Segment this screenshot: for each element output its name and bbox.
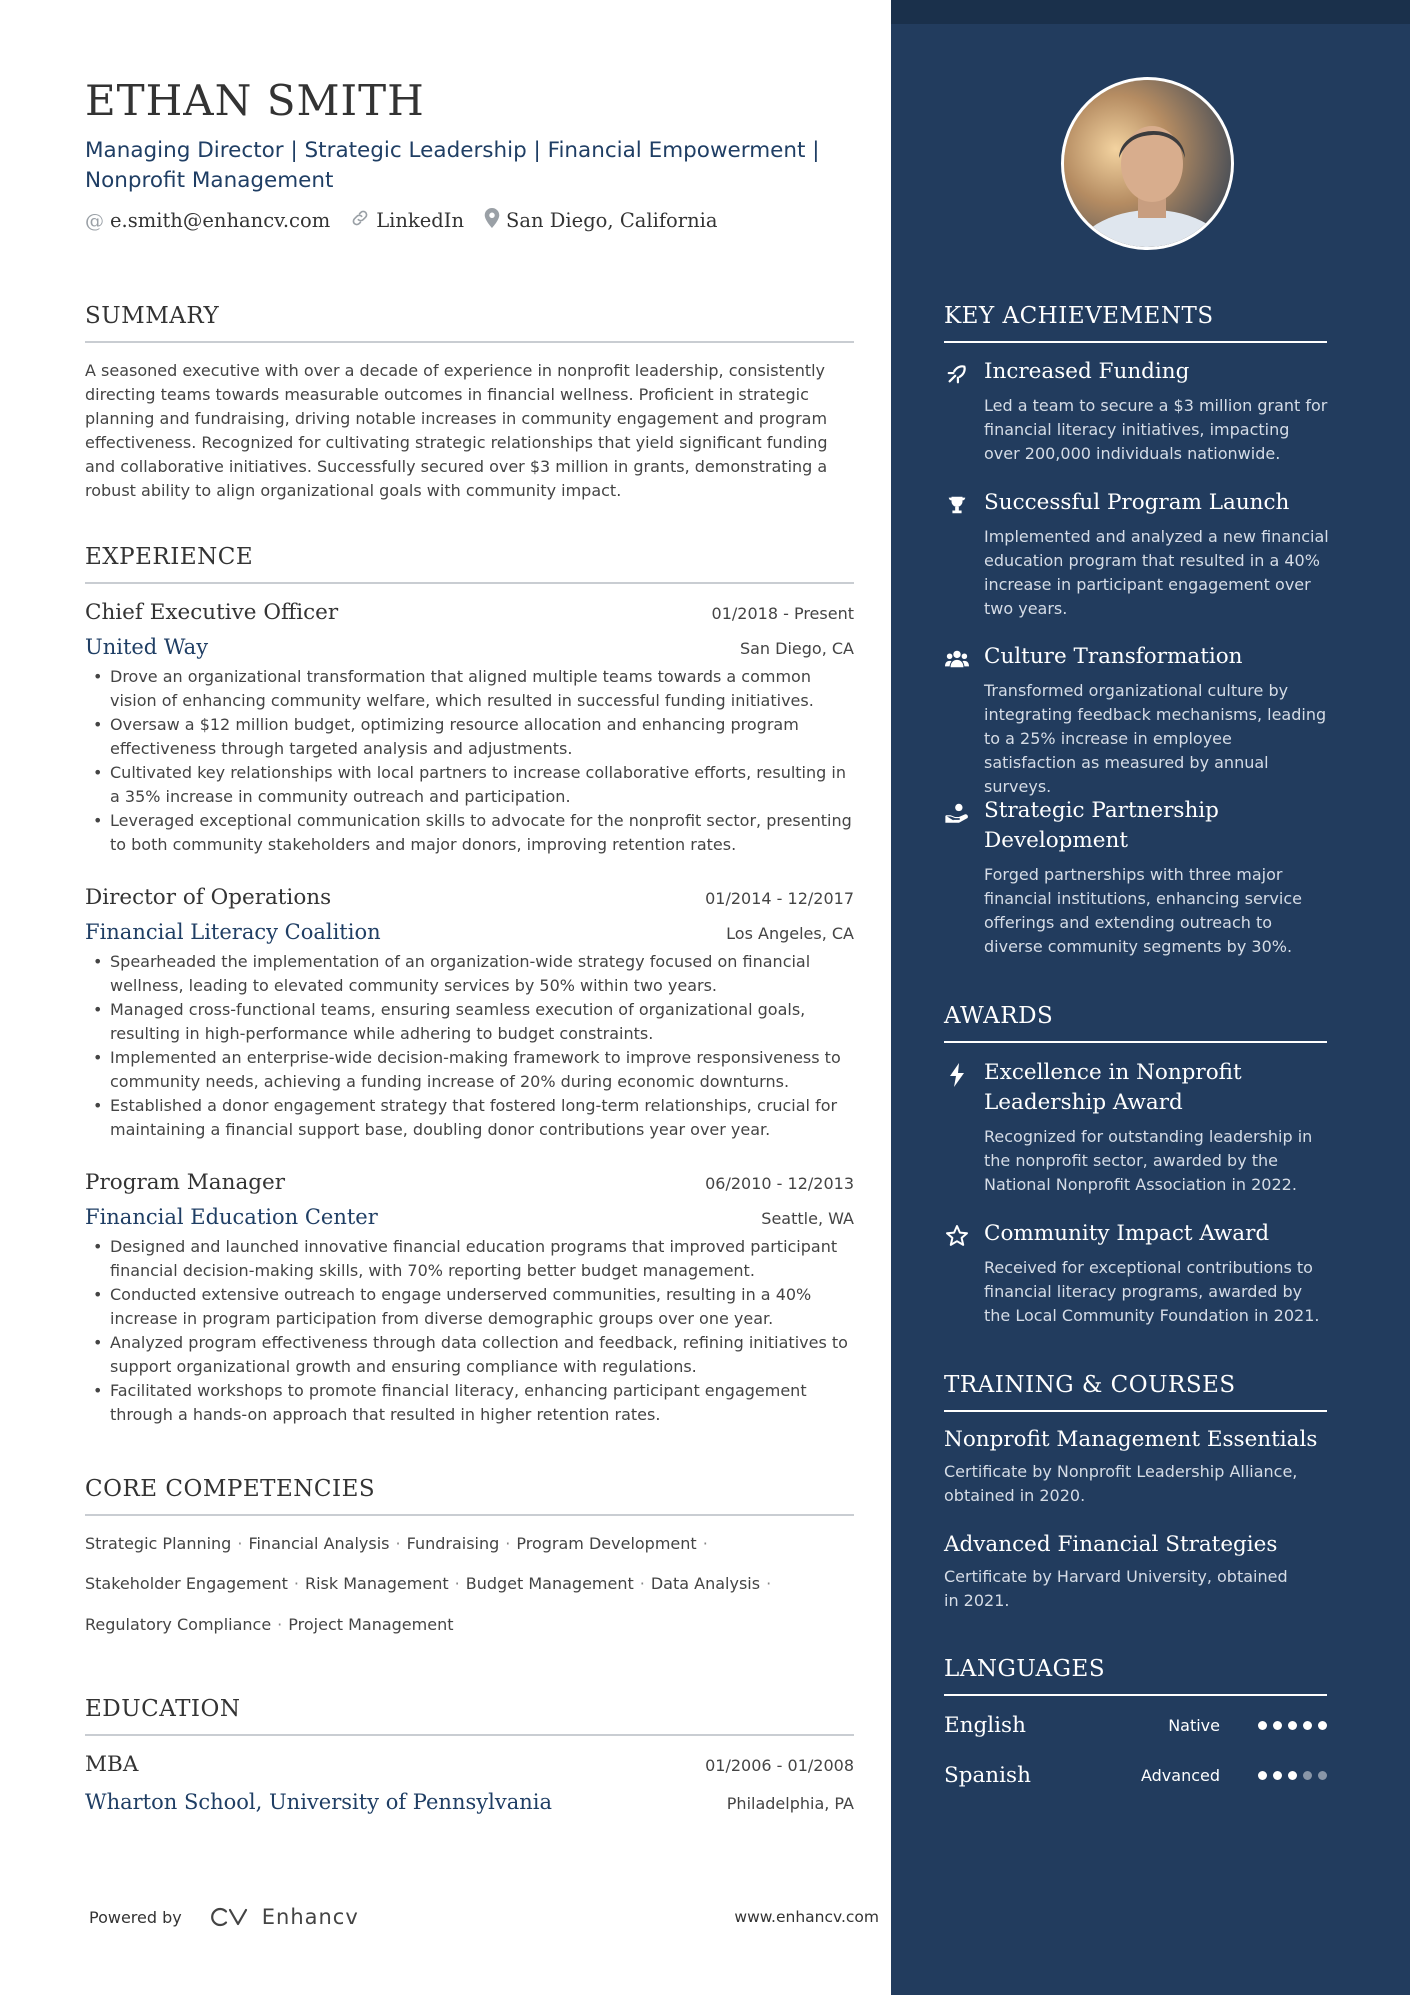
at-icon: @ bbox=[85, 209, 104, 232]
job-bullet: • Analyzed program effectiveness through data collection and feedback, refining initiatives to support organizational growth and ensuring compliance with regulations. bbox=[85, 1331, 854, 1379]
language-level: Native bbox=[1168, 1716, 1220, 1735]
education-location: Philadelphia, PA bbox=[726, 1794, 854, 1813]
job-bullets bbox=[85, 665, 854, 857]
job-entry bbox=[85, 1170, 854, 1427]
achievement-title: Successful Program Launch bbox=[984, 490, 1290, 515]
education-school-row bbox=[85, 1790, 854, 1814]
job-bullet: • Managed cross-functional teams, ensuring seamless execution of organizational goals, resulting in high-performance while adhering to budget constraints. bbox=[85, 998, 854, 1046]
location-text: San Diego, California bbox=[506, 209, 718, 232]
job-bullet: • Designed and launched innovative financial education programs that improved participant financial decision-making skills, with 70% reporting better budget management. bbox=[85, 1235, 854, 1283]
enhancv-logo-text: Enhancv bbox=[261, 1905, 359, 1929]
language-level: Advanced bbox=[1140, 1766, 1220, 1785]
competency-tag: Data Analysis bbox=[650, 1574, 761, 1593]
hand-holding-icon bbox=[944, 800, 970, 826]
job-company: Financial Literacy Coalition bbox=[85, 920, 381, 944]
education-heading: EDUCATION bbox=[85, 1696, 854, 1736]
rating-dot-filled bbox=[1303, 1721, 1312, 1730]
job-date: 06/2010 - 12/2013 bbox=[705, 1174, 854, 1193]
competency-separator: · bbox=[639, 1574, 645, 1593]
job-bullet: • Established a donor engagement strategy that fostered long-term relationships, crucial for maintaining a financial support base, doubling donor contributions year over year. bbox=[85, 1094, 854, 1142]
rating-dot-empty bbox=[1303, 1771, 1312, 1780]
link-icon bbox=[350, 208, 370, 233]
linkedin-text: LinkedIn bbox=[376, 209, 465, 232]
job-bullets bbox=[85, 950, 854, 1142]
language-name: Spanish bbox=[944, 1763, 1031, 1788]
job-date: 01/2014 - 12/2017 bbox=[705, 889, 854, 908]
sidebar-top-strip bbox=[891, 0, 1410, 24]
language-rating bbox=[1252, 1771, 1327, 1780]
course-title: Nonprofit Management Essentials bbox=[944, 1427, 1318, 1452]
education-degree-row bbox=[85, 1752, 854, 1777]
rating-dot-filled bbox=[1258, 1721, 1267, 1730]
job-bullet: • Spearheaded the implementation of an organization-wide strategy focused on financial wellness, leading to elevated community services by 50% within two years. bbox=[85, 950, 854, 998]
job-bullets bbox=[85, 1235, 854, 1427]
powered-by-text: Powered by bbox=[89, 1907, 182, 1927]
job-company: United Way bbox=[85, 635, 209, 659]
job-location: San Diego, CA bbox=[739, 639, 854, 658]
job-company: Financial Education Center bbox=[85, 1205, 378, 1229]
rating-dot-filled bbox=[1318, 1721, 1327, 1730]
job-bullet: • Leveraged exceptional communication skills to advocate for the nonprofit sector, presenting to both community stakeholders and major donors, improving retention rates. bbox=[85, 809, 854, 857]
competency-tag: Fundraising bbox=[406, 1534, 500, 1553]
experience-heading: EXPERIENCE bbox=[85, 544, 854, 584]
course-desc: Certificate by Nonprofit Leadership Alliance, obtained in 2020. bbox=[944, 1462, 1298, 1505]
contact-location bbox=[484, 208, 718, 233]
competency-separator: · bbox=[293, 1574, 299, 1593]
achievement-desc: Implemented and analyzed a new financial education program that resulted in a 40% increase in participant engagement over two years. bbox=[984, 527, 1329, 618]
competency-line bbox=[85, 1534, 714, 1553]
rating-dot-filled bbox=[1273, 1721, 1282, 1730]
contact-email[interactable] bbox=[85, 209, 330, 232]
language-row bbox=[944, 1713, 1327, 1738]
competency-separator: · bbox=[454, 1574, 460, 1593]
language-row bbox=[944, 1763, 1327, 1788]
achievements-heading: KEY ACHIEVEMENTS bbox=[944, 303, 1327, 343]
achievement-title: Strategic Partnership Development bbox=[984, 798, 1219, 853]
rating-dot-filled bbox=[1258, 1771, 1267, 1780]
languages-heading: LANGUAGES bbox=[944, 1656, 1327, 1696]
achievement-desc: Forged partnerships with three major financial institutions, enhancing service offerings and extending outreach to diverse community segments by 30%. bbox=[984, 865, 1302, 956]
competencies-heading: CORE COMPETENCIES bbox=[85, 1476, 854, 1516]
award-desc: Recognized for outstanding leadership in the nonprofit sector, awarded by the National Nonprofit Association in 2022. bbox=[984, 1127, 1313, 1194]
competency-line bbox=[85, 1574, 777, 1593]
job-title: Chief Executive Officer bbox=[85, 600, 339, 625]
rating-dot-filled bbox=[1288, 1771, 1297, 1780]
summary-text: A seasoned executive with over a decade of experience in nonprofit leadership, consistently directing teams towards measurable outcomes in financial wellness. Proficient in strategic planning and fundraising, driving notable increases in community engagement and program effectiveness. Recognized for cultivating strategic relationships that yield significant funding and collaborative initiatives. Successfully secured over $3 million in grants, demonstrating a robust ability to align organizational goals with community impact. bbox=[85, 361, 828, 500]
job-bullet: • Facilitated workshops to promote financial literacy, enhancing participant engagement through a hands-on approach that resulted in higher retention rates. bbox=[85, 1379, 854, 1427]
competency-separator: · bbox=[766, 1574, 772, 1593]
competency-tag: Stakeholder Engagement bbox=[85, 1574, 288, 1593]
star-icon bbox=[944, 1223, 970, 1249]
course-item bbox=[944, 1427, 1344, 1508]
language-name: English bbox=[944, 1713, 1026, 1738]
job-bullet: • Oversaw a $12 million budget, optimizing resource allocation and enhancing program effectiveness through targeted analysis and adjustments. bbox=[85, 713, 854, 761]
competency-tag: Program Development bbox=[516, 1534, 697, 1553]
achievement-item bbox=[944, 796, 1344, 959]
email-text: e.smith@enhancv.com bbox=[110, 209, 331, 232]
award-desc: Received for exceptional contributions to financial literacy programs, awarded by the Local Community Foundation in 2021. bbox=[984, 1258, 1320, 1325]
sidebar bbox=[891, 0, 1410, 1995]
contact-bar bbox=[85, 208, 738, 233]
job-entry bbox=[85, 885, 854, 1142]
language-rating bbox=[1252, 1721, 1327, 1730]
job-date: 01/2018 - Present bbox=[711, 604, 854, 623]
training-heading: TRAINING & COURSES bbox=[944, 1372, 1327, 1412]
candidate-name: ETHAN SMITH bbox=[85, 76, 425, 125]
competency-separator: · bbox=[505, 1534, 511, 1553]
competency-separator: · bbox=[702, 1534, 708, 1553]
job-bullet: • Cultivated key relationships with local partners to increase collaborative efforts, resulting in a 35% increase in community outreach and participation. bbox=[85, 761, 854, 809]
achievement-item bbox=[944, 357, 1344, 466]
achievement-item bbox=[944, 642, 1344, 799]
award-title: Community Impact Award bbox=[984, 1221, 1270, 1246]
education-school: Wharton School, University of Pennsylvania bbox=[85, 1790, 552, 1814]
awards-heading: AWARDS bbox=[944, 1003, 1327, 1043]
achievement-desc: Transformed organizational culture by integrating feedback mechanisms, leading to a 25% increase in employee satisfaction as measured by annual surveys. bbox=[984, 681, 1327, 796]
job-bullet: • Conducted extensive outreach to engage underserved communities, resulting in a 40% increase in program participation from diverse demographic groups over one year. bbox=[85, 1283, 854, 1331]
trophy-icon bbox=[944, 492, 970, 518]
course-desc: Certificate by Harvard University, obtained in 2021. bbox=[944, 1567, 1288, 1610]
users-icon bbox=[944, 646, 970, 672]
competency-tag: Risk Management bbox=[304, 1574, 449, 1593]
achievement-desc: Led a team to secure a $3 million grant for financial literacy initiatives, impacting over 200,000 individuals nationwide. bbox=[984, 396, 1328, 463]
course-title: Advanced Financial Strategies bbox=[944, 1532, 1278, 1557]
achievement-title: Increased Funding bbox=[984, 359, 1190, 384]
education-degree: MBA bbox=[85, 1752, 139, 1777]
bolt-icon bbox=[944, 1062, 970, 1088]
competency-separator: · bbox=[395, 1534, 401, 1553]
rocket-icon bbox=[944, 361, 970, 387]
competency-tag: Financial Analysis bbox=[248, 1534, 390, 1553]
achievement-item bbox=[944, 488, 1344, 621]
award-item bbox=[944, 1058, 1344, 1197]
competency-tag: Regulatory Compliance bbox=[85, 1615, 272, 1634]
job-title: Director of Operations bbox=[85, 885, 332, 910]
award-item bbox=[944, 1219, 1344, 1328]
course-item bbox=[944, 1532, 1344, 1613]
enhancv-logo[interactable] bbox=[208, 1905, 359, 1929]
competency-tag: Strategic Planning bbox=[85, 1534, 232, 1553]
job-entry bbox=[85, 600, 854, 857]
rating-dot-filled bbox=[1273, 1771, 1282, 1780]
footer-website[interactable]: www.enhancv.com bbox=[734, 1908, 879, 1926]
education-date: 01/2006 - 01/2008 bbox=[705, 1756, 854, 1775]
award-title: Excellence in Nonprofit Leadership Award bbox=[984, 1060, 1242, 1115]
summary-heading: SUMMARY bbox=[85, 303, 854, 343]
competency-separator: · bbox=[277, 1615, 283, 1634]
job-title: Program Manager bbox=[85, 1170, 286, 1195]
candidate-title: Managing Director | Strategic Leadership | Financial Empowerment | Nonprofit Management bbox=[85, 138, 820, 193]
job-location: Los Angeles, CA bbox=[726, 924, 854, 943]
job-bullet: • Implemented an enterprise-wide decision-making framework to improve responsiveness to community needs, achieving a funding increase of 20% during economic downturns. bbox=[85, 1046, 854, 1094]
competency-tag: Project Management bbox=[288, 1615, 454, 1634]
competency-line bbox=[85, 1615, 454, 1634]
job-bullet: • Drove an organizational transformation that aligned multiple teams towards a common vision of enhancing community welfare, which resulted in successful funding initiatives. bbox=[85, 665, 854, 713]
contact-linkedin[interactable] bbox=[350, 208, 464, 233]
rating-dot-filled bbox=[1288, 1721, 1297, 1730]
profile-photo bbox=[1061, 77, 1234, 250]
competency-tag: Budget Management bbox=[465, 1574, 634, 1593]
map-pin-icon bbox=[484, 208, 500, 233]
achievement-title: Culture Transformation bbox=[984, 644, 1243, 669]
footer bbox=[89, 1905, 879, 1929]
competency-separator: · bbox=[237, 1534, 243, 1553]
rating-dot-empty bbox=[1318, 1771, 1327, 1780]
enhancv-logo-icon bbox=[208, 1905, 254, 1929]
job-location: Seattle, WA bbox=[761, 1209, 854, 1228]
